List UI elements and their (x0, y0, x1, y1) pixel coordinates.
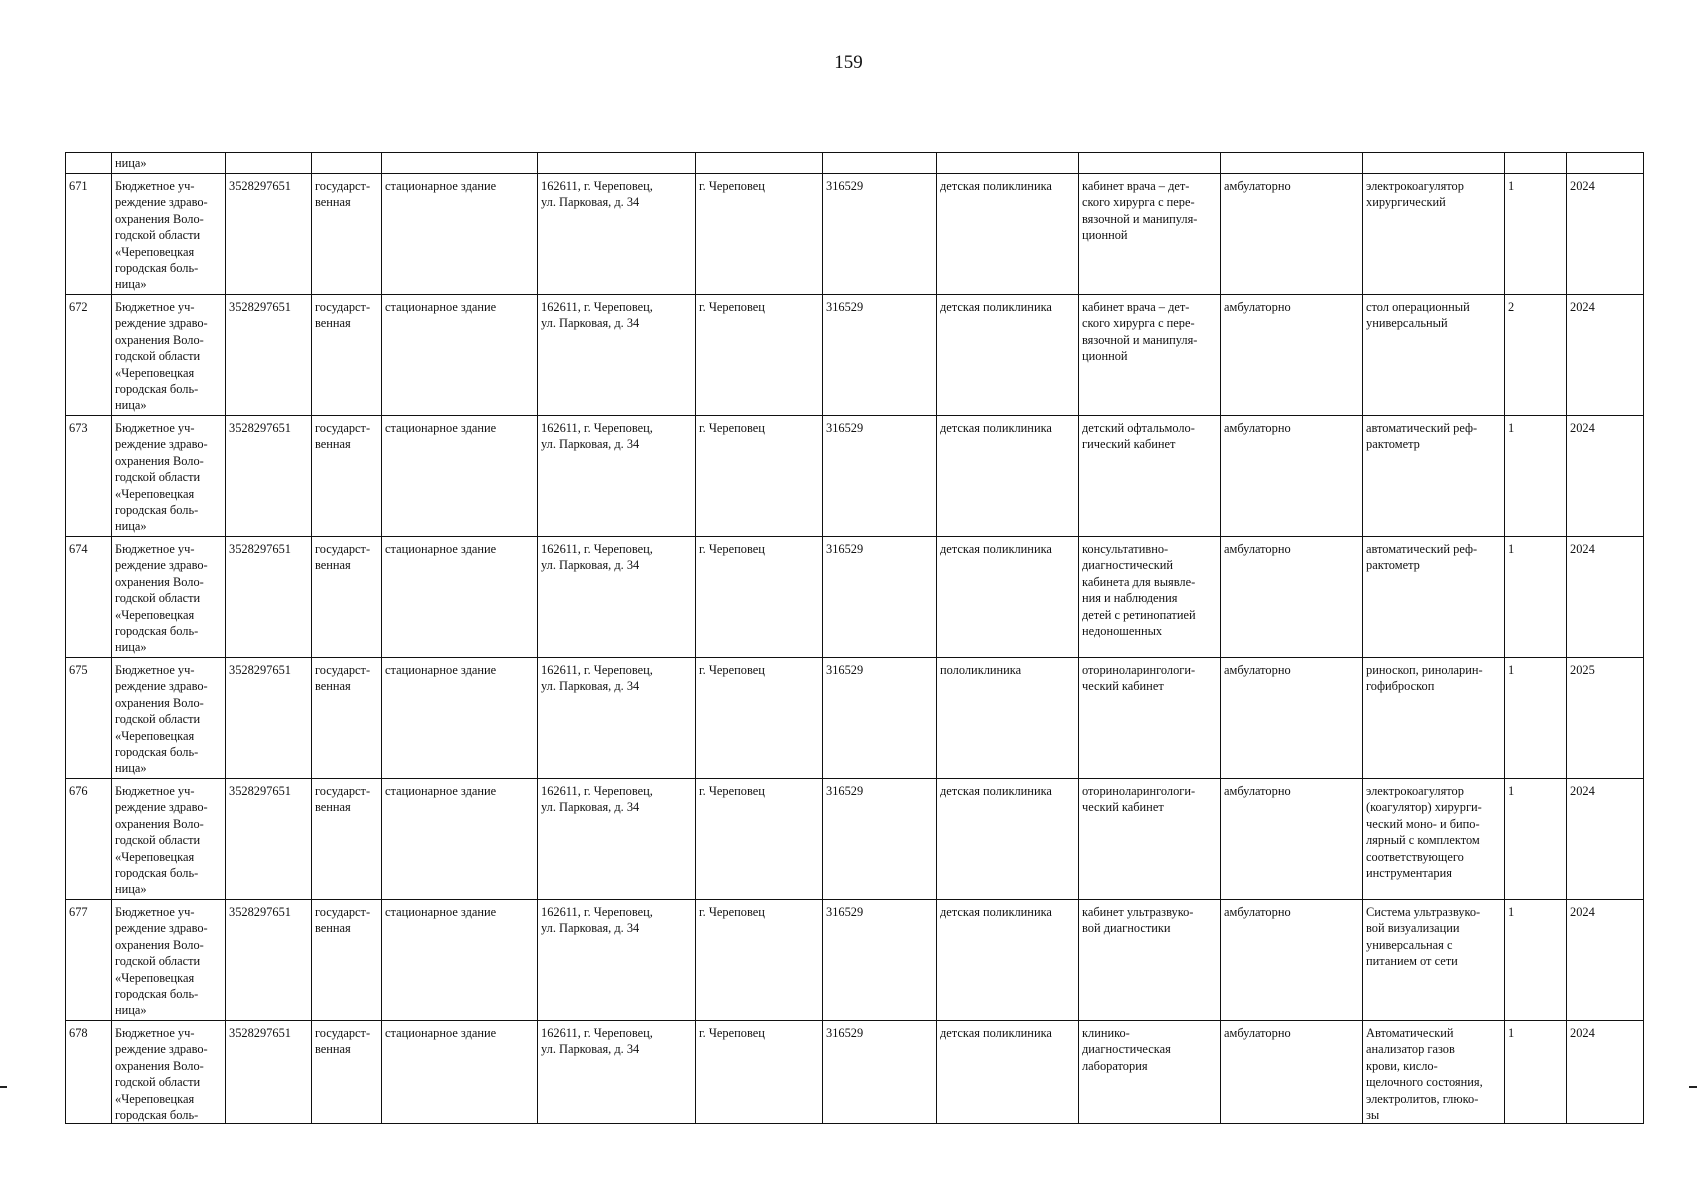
cell-inn: 3528297651 (226, 416, 312, 537)
cell-code: 316529 (823, 416, 937, 537)
cell-address: 162611, г. Череповец, ул. Парковая, д. 34 (538, 900, 696, 1021)
cell-address: 162611, г. Череповец, ул. Парковая, д. 34 (538, 174, 696, 295)
cell-care: амбулаторно (1221, 658, 1363, 779)
cell-equipment: стол операционный универсальный (1363, 295, 1505, 416)
table-row (66, 537, 1644, 658)
cell-institution: Бюджетное уч- реждение здраво- охранения Воло- годской области «Череповецкая городская боль- ница» (112, 658, 226, 779)
cell-inn: 3528297651 (226, 779, 312, 900)
cell-inn: 3528297651 (226, 537, 312, 658)
cell-institution: Бюджетное уч- реждение здраво- охранения Воло- годской области «Череповецкая городская боль- ница» (112, 779, 226, 900)
table-row (66, 900, 1644, 1021)
cell-institution: Бюджетное уч- реждение здраво- охранения Воло- годской области «Череповецкая городская боль- ница» (112, 174, 226, 295)
cell-year: 2024 (1567, 537, 1644, 658)
table-row (66, 1021, 1644, 1124)
cell-address: 162611, г. Череповец, ул. Парковая, д. 34 (538, 1021, 696, 1124)
cell-institution: Бюджетное уч- реждение здраво- охранения Воло- годской области «Череповецкая городская боль- ница» (112, 416, 226, 537)
cell-ownership: государст- венная (312, 658, 382, 779)
cell-ownership: государст- венная (312, 174, 382, 295)
cell-building: стационарное здание (382, 658, 538, 779)
cell-code: 316529 (823, 779, 937, 900)
cell-inn: 3528297651 (226, 658, 312, 779)
cell-equipment: электрокоагулятор хирургический (1363, 174, 1505, 295)
continuation-row (66, 153, 1644, 174)
cell-room: кабинет врача – дет- ского хирурга с пере- вязочной и манипуля- ционной (1079, 295, 1221, 416)
cell-building: стационарное здание (382, 295, 538, 416)
cell-city: г. Череповец (696, 1021, 823, 1124)
cell-institution: Бюджетное уч- реждение здраво- охранения Воло- годской области «Череповецкая городская боль- ница» (112, 295, 226, 416)
cell-building: стационарное здание (382, 1021, 538, 1124)
cell-building: стационарное здание (382, 174, 538, 295)
cell-unit: детская поликлиника (937, 174, 1079, 295)
cell-address: 162611, г. Череповец, ул. Парковая, д. 34 (538, 295, 696, 416)
cell-year: 2024 (1567, 174, 1644, 295)
cell-equipment: Система ультразвуко- вой визуализации универсальная с питанием от сети (1363, 900, 1505, 1021)
cell-year: 2024 (1567, 295, 1644, 416)
cell-equipment: Автоматический анализатор газов крови, кисло- щелочного состояния, электролитов, глюко- зы (1363, 1021, 1505, 1124)
cell-room: кабинет врача – дет- ского хирурга с пере- вязочной и манипуля- ционной (1079, 174, 1221, 295)
cell-unit: детская поликлиника (937, 779, 1079, 900)
cell-num: 677 (66, 900, 112, 1021)
cell-unit: детская поликлиника (937, 537, 1079, 658)
cell-city: г. Череповец (696, 174, 823, 295)
cell-ownership: государст- венная (312, 295, 382, 416)
cell-num: 675 (66, 658, 112, 779)
cell-city: г. Череповец (696, 658, 823, 779)
cell-year: 2024 (1567, 416, 1644, 537)
cell-room: оториноларингологи- ческий кабинет (1079, 779, 1221, 900)
table-row (66, 295, 1644, 416)
cell-city: г. Череповец (696, 537, 823, 658)
table-row (66, 174, 1644, 295)
cell-inn: 3528297651 (226, 1021, 312, 1124)
cell-care: амбулаторно (1221, 295, 1363, 416)
cell-building: стационарное здание (382, 900, 538, 1021)
cell-building: стационарное здание (382, 416, 538, 537)
cell-num (66, 153, 112, 174)
cell-care: амбулаторно (1221, 537, 1363, 658)
cell-city: г. Череповец (696, 295, 823, 416)
cell-building: стационарное здание (382, 779, 538, 900)
cell-year: 2024 (1567, 779, 1644, 900)
cell-building: стационарное здание (382, 537, 538, 658)
table-row (66, 779, 1644, 900)
cell-address: 162611, г. Череповец, ул. Парковая, д. 34 (538, 779, 696, 900)
cell-qty: 1 (1505, 779, 1567, 900)
cell-address: 162611, г. Череповец, ул. Парковая, д. 34 (538, 416, 696, 537)
cell-qty: 1 (1505, 537, 1567, 658)
cell-code: 316529 (823, 900, 937, 1021)
cell-unit: детская поликлиника (937, 295, 1079, 416)
cell-qty: 1 (1505, 1021, 1567, 1124)
cell-city: г. Череповец (696, 900, 823, 1021)
cell-ownership: государст- венная (312, 779, 382, 900)
cell-care: амбулаторно (1221, 900, 1363, 1021)
cell-code: 316529 (823, 295, 937, 416)
cell-unit: детская поликлиника (937, 1021, 1079, 1124)
cell-inn: 3528297651 (226, 900, 312, 1021)
cell-unit: пололиклиника (937, 658, 1079, 779)
table-row (66, 416, 1644, 537)
cell-room: консультативно- диагностический кабинета для выявле- ния и наблюдения детей с ретинопатией недоношенных (1079, 537, 1221, 658)
left-margin-mark (0, 1086, 7, 1088)
cell-num: 676 (66, 779, 112, 900)
cell-num: 673 (66, 416, 112, 537)
cell-code: 316529 (823, 174, 937, 295)
cell-care: амбулаторно (1221, 174, 1363, 295)
cell-num: 671 (66, 174, 112, 295)
cell-code: 316529 (823, 537, 937, 658)
cell-year: 2024 (1567, 900, 1644, 1021)
cell-care: амбулаторно (1221, 779, 1363, 900)
cell-ownership: государст- венная (312, 900, 382, 1021)
cell-ownership: государст- венная (312, 1021, 382, 1124)
cell-ownership: государст- венная (312, 537, 382, 658)
cell-unit: детская поликлиника (937, 900, 1079, 1021)
cell-institution: ница» (112, 153, 226, 174)
cell-address: 162611, г. Череповец, ул. Парковая, д. 34 (538, 537, 696, 658)
cell-room: детский офтальмоло- гический кабинет (1079, 416, 1221, 537)
cell-equipment: риноскоп, риноларин- гофиброскоп (1363, 658, 1505, 779)
cell-room: клинико- диагностическая лаборатория (1079, 1021, 1221, 1124)
cell-qty: 2 (1505, 295, 1567, 416)
cell-qty: 1 (1505, 174, 1567, 295)
cell-city: г. Череповец (696, 779, 823, 900)
cell-equipment: электрокоагулятор (коагулятор) хирурги- ческий моно- и бипо- лярный с комплектом соответствующего инструментария (1363, 779, 1505, 900)
cell-ownership: государст- венная (312, 416, 382, 537)
cell-inn: 3528297651 (226, 295, 312, 416)
cell-year: 2025 (1567, 658, 1644, 779)
equipment-registry-table (65, 152, 1644, 1124)
cell-qty: 1 (1505, 900, 1567, 1021)
cell-address: 162611, г. Череповец, ул. Парковая, д. 34 (538, 658, 696, 779)
cell-institution: Бюджетное уч- реждение здраво- охранения Воло- годской области «Череповецкая городская боль- ница» (112, 537, 226, 658)
cell-qty: 1 (1505, 658, 1567, 779)
right-margin-mark (1689, 1086, 1697, 1088)
cell-room: кабинет ультразвуко- вой диагностики (1079, 900, 1221, 1021)
cell-equipment: автоматический реф- рактометр (1363, 416, 1505, 537)
cell-institution: Бюджетное уч- реждение здраво- охранения Воло- годской области «Череповецкая городская боль- (112, 1021, 226, 1124)
cell-num: 678 (66, 1021, 112, 1124)
cell-unit: детская поликлиника (937, 416, 1079, 537)
cell-room: оториноларингологи- ческий кабинет (1079, 658, 1221, 779)
cell-care: амбулаторно (1221, 416, 1363, 537)
cell-qty: 1 (1505, 416, 1567, 537)
cell-city: г. Череповец (696, 416, 823, 537)
page-number: 159 (834, 52, 863, 73)
cell-inn: 3528297651 (226, 174, 312, 295)
cell-equipment: автоматический реф- рактометр (1363, 537, 1505, 658)
table-body (66, 174, 1644, 1124)
table-row (66, 658, 1644, 779)
cell-code: 316529 (823, 1021, 937, 1124)
cell-institution: Бюджетное уч- реждение здраво- охранения Воло- годской области «Череповецкая городская боль- ница» (112, 900, 226, 1021)
cell-year: 2024 (1567, 1021, 1644, 1124)
cell-care: амбулаторно (1221, 1021, 1363, 1124)
cell-code: 316529 (823, 658, 937, 779)
cell-num: 674 (66, 537, 112, 658)
cell-num: 672 (66, 295, 112, 416)
